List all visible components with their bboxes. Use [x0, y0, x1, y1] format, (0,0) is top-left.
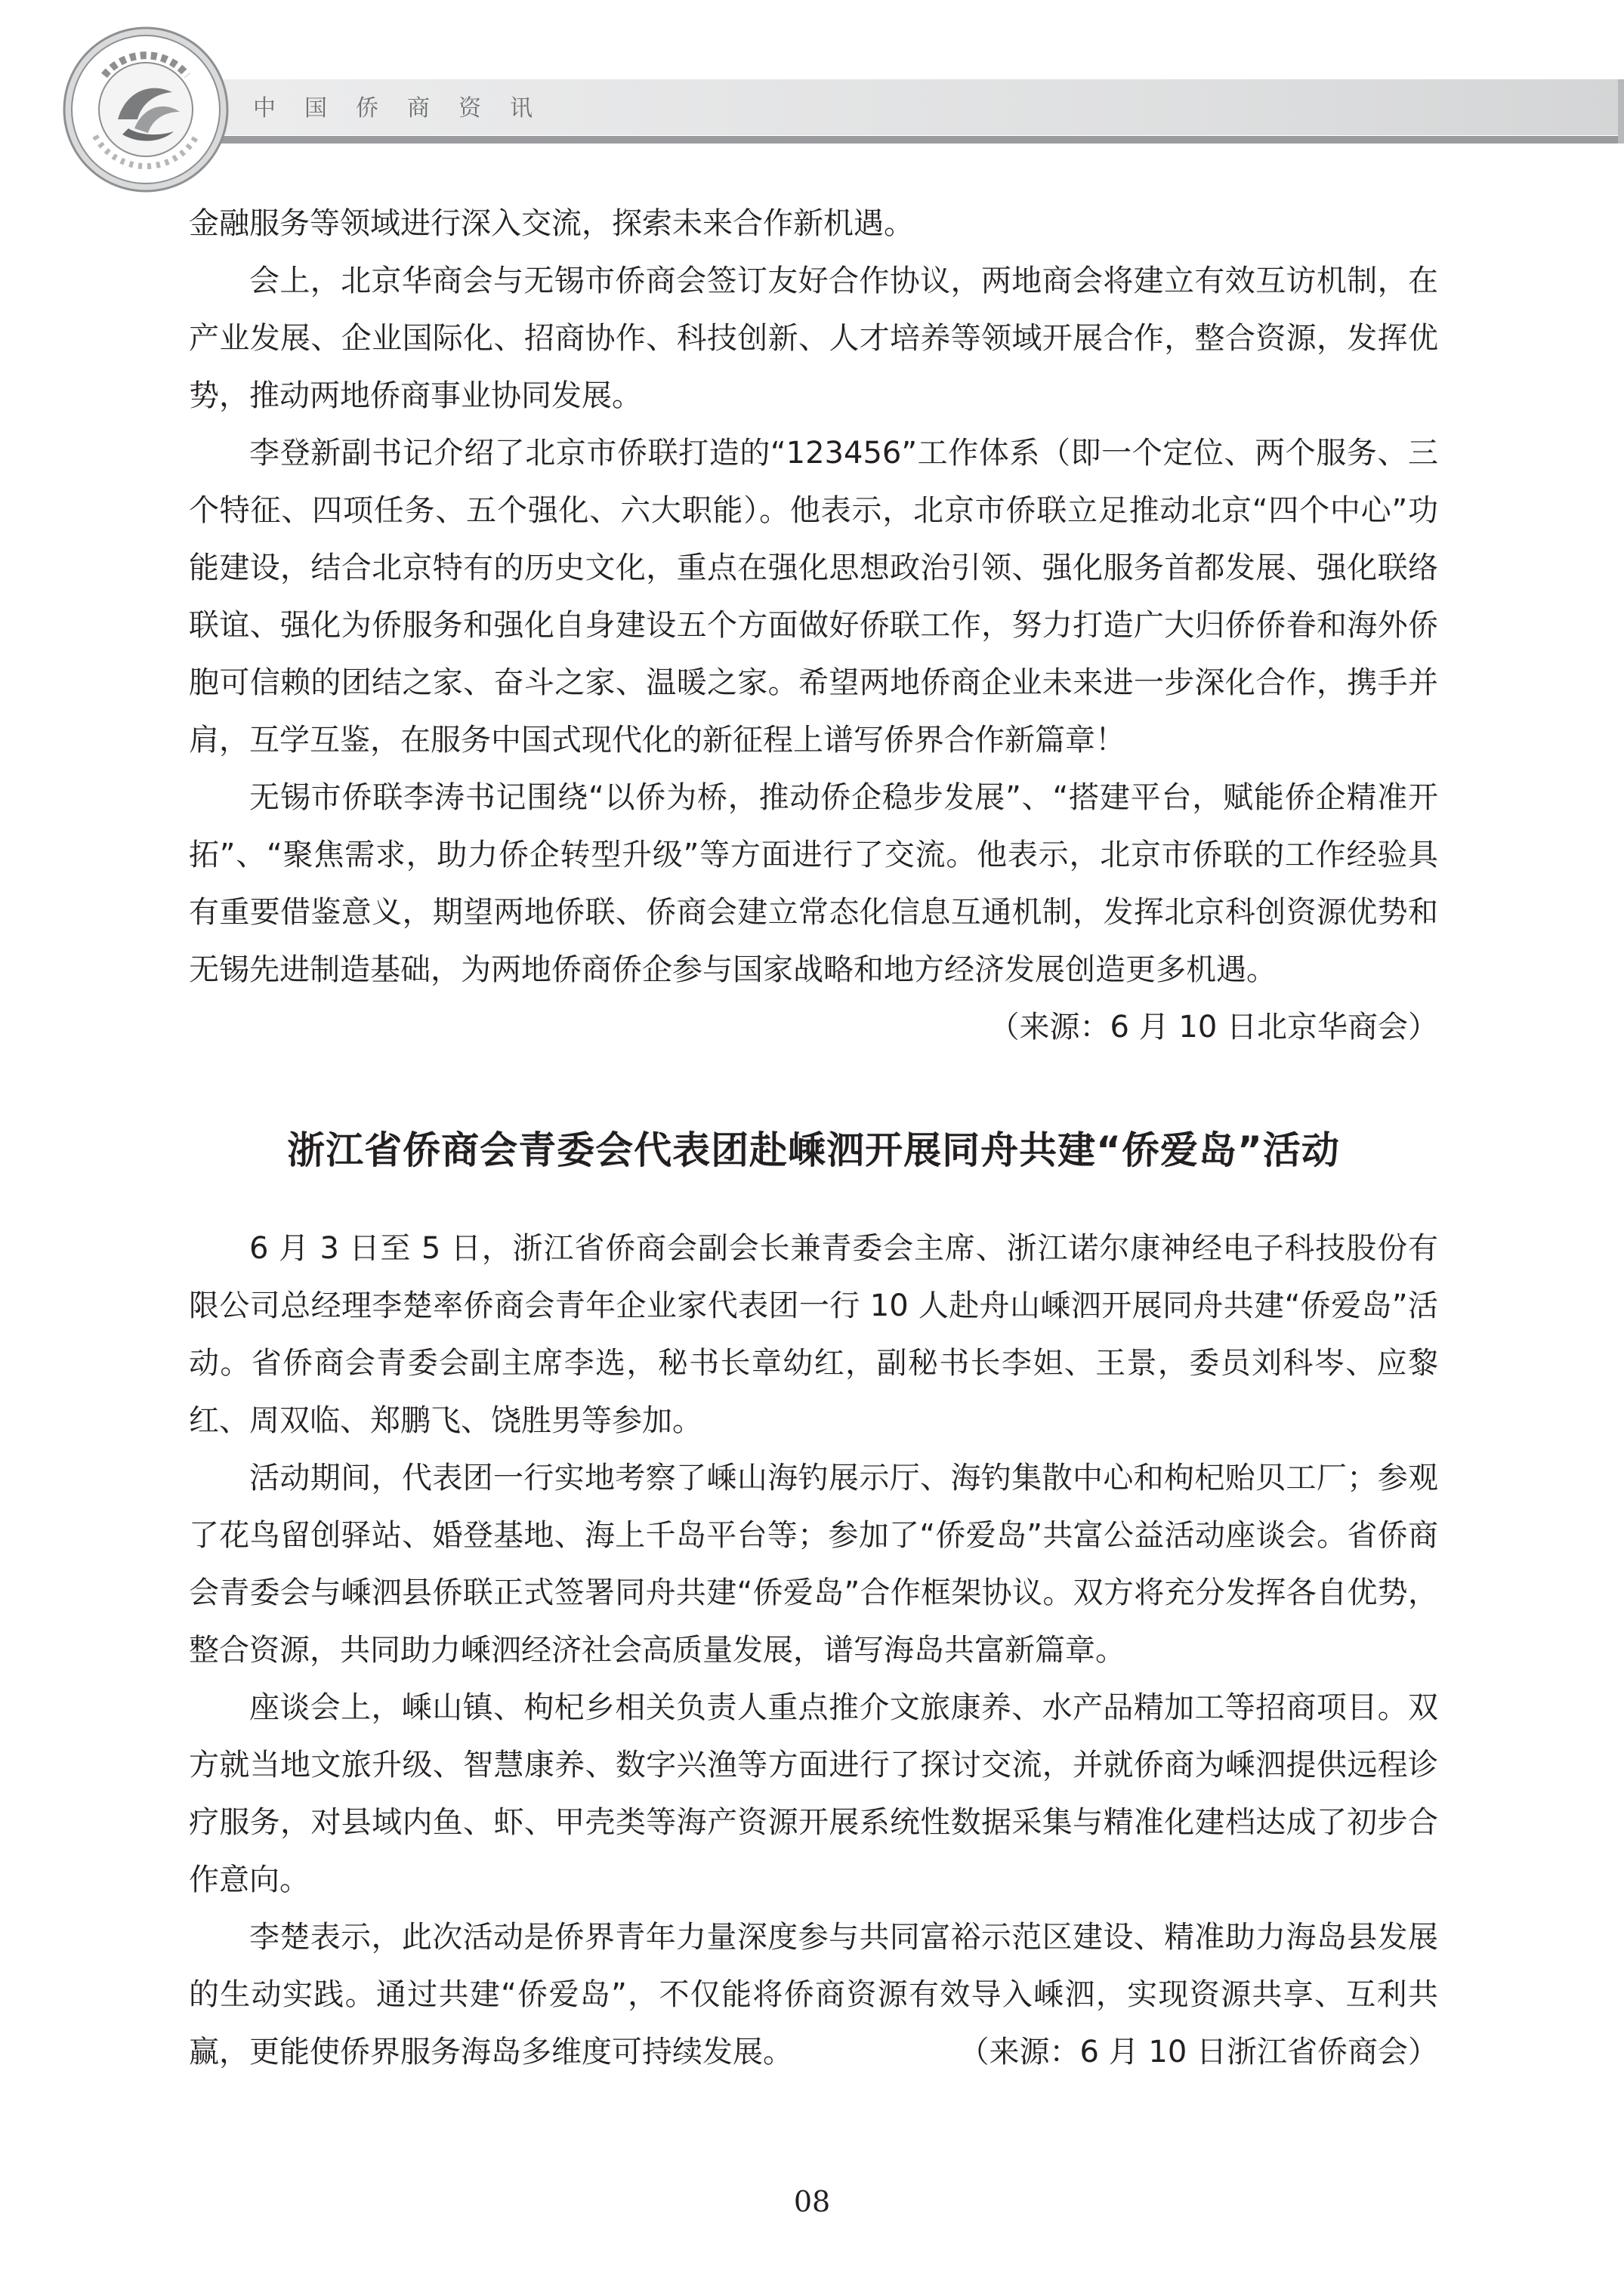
article1-paragraph-1: 金融服务等领域进行深入交流，探索未来合作新机遇。: [189, 206, 914, 241]
article2-title: 浙江省侨商会青委会代表团赴嵊泗开展同舟共建“侨爱岛”活动: [287, 1128, 1340, 1172]
article1-paragraph-3: 李登新副书记介绍了北京市侨联打造的“123456”工作体系（即一个定位、两个服务、三个特征、四项任务、五个强化、六大职能）。他表示，北京市侨联立足推动北京“四个中心”功能建设，结合北京特有的历史文化，重点在强化思想政治引领、强化服务首都发展、强化联络联谊、强化为侨服务和强化自身建设五个方面做好侨联工作，努力打造广大归侨侨眷和海外侨胞可信赖的团结之家、奋斗之家、温暖之家。希望两地侨商企业未来进一步深化合作，携手并肩，互学互鉴，在服务中国式现代化的新征程上谱写侨界合作新篇章！: [189, 436, 1438, 758]
article2-paragraph-1: 6 月 3 日至 5 日，浙江省侨商会副会长兼青委会主席、浙江诺尔康神经电子科技股份有限公司总经理李楚率侨商会青年企业家代表团一行 10 人赴舟山嵊泗开展同舟共建“侨爱岛”活动。省侨商会青委会副主席李选，秘书长章幼红，副秘书长李妲、王景，委员刘科岑、应黎红、周双临、郑鹏飞、饶胜男等参加。: [189, 1231, 1438, 1438]
article1-paragraph-4: 无锡市侨联李涛书记围绕“以侨为桥，推动侨企稳步发展”、“搭建平台，赋能侨企精准开拓”、“聚焦需求，助力侨企转型升级”等方面进行了交流。他表示，北京市侨联的工作经验具有重要借鉴意义，期望两地侨联、侨商会建立常态化信息互通机制，发挥北京科创资源优势和无锡先进制造基础，为两地侨商侨企参与国家战略和地方经济发展创造更多机遇。: [189, 780, 1438, 987]
article2-paragraph-4-text: 李楚表示，此次活动是侨界青年力量深度参与共同富裕示范区建设、精准助力海岛县发展的生动实践。通过共建“侨爱岛”，不仅能将侨商资源有效导入嵊泗，实现资源共享、互利共赢，更能使侨界服务海岛多维度可持续发展。: [189, 1920, 1438, 2069]
article2-paragraph-4: [189, 1909, 1438, 2081]
article2-source: （来源：6 月 10 日浙江省侨商会）: [959, 2035, 1438, 2069]
article2-paragraph-2: 活动期间，代表团一行实地考察了嵊山海钓展示厅、海钓集散中心和枸杞贻贝工厂；参观了花鸟留创驿站、婚登基地、海上千岛平台等；参加了“侨爱岛”共富公益活动座谈会。省侨商会青委会与嵊泗县侨联正式签署同舟共建“侨爱岛”合作框架协议。双方将充分发挥各自优势，整合资源，共同助力嵊泗经济社会高质量发展，谱写海岛共富新篇章。: [189, 1461, 1438, 1668]
publication-title: 中国侨商资讯: [253, 95, 561, 122]
header-rule: [174, 136, 1624, 144]
article2-paragraph-3: 座谈会上，嵊山镇、枸杞乡相关负责人重点推介文旅康养、水产品精加工等招商项目。双方就当地文旅升级、智慧康养、数字兴渔等方面进行了探讨交流，并就侨商为嵊泗提供远程诊疗服务，对县域内鱼、虾、甲壳类等海产资源开展系统性数据采集与精准化建档达成了初步合作意向。: [189, 1690, 1438, 1897]
article-content: [189, 195, 1438, 2081]
header-edge: [1618, 79, 1624, 144]
logo-seal-icon: [59, 23, 233, 196]
logo: [59, 23, 233, 196]
page-number: 08: [793, 2185, 831, 2218]
article1-source: （来源：6 月 10 日北京华商会）: [989, 1010, 1438, 1045]
article1-paragraph-2: 会上，北京华商会与无锡市侨商会签订友好合作协议，两地商会将建立有效互访机制，在产业发展、企业国际化、招商协作、科技创新、人才培养等领域开展合作，整合资源，发挥优势，推动两地侨商事业协同发展。: [189, 264, 1438, 413]
